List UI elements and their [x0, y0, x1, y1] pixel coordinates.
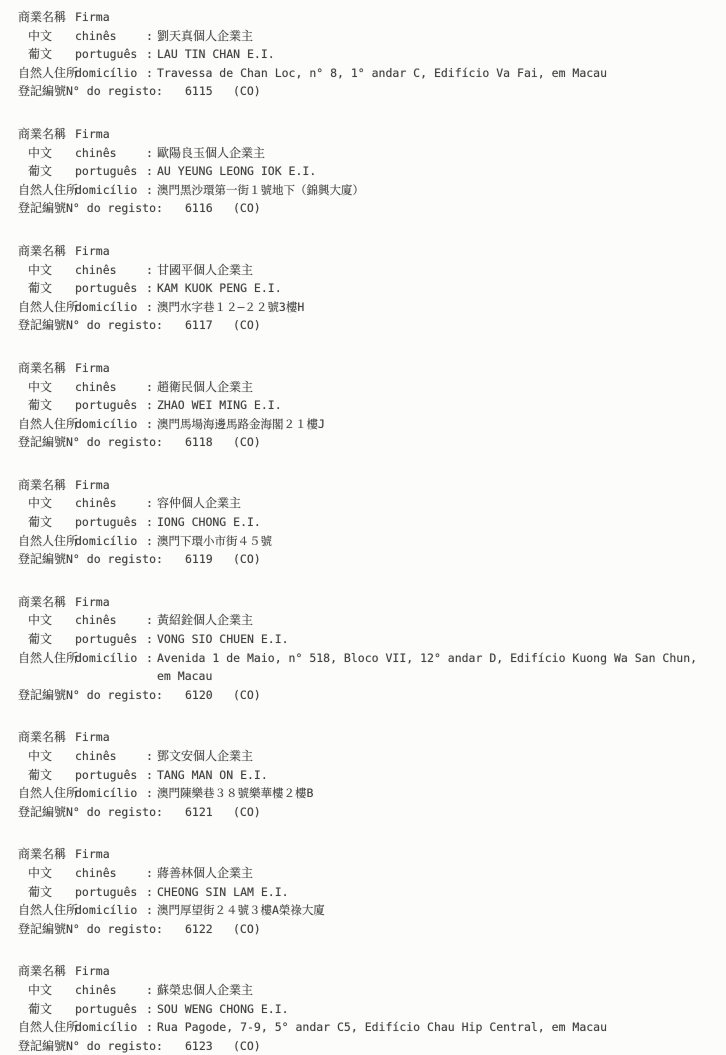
registry-entry [0, 8, 726, 101]
portuguese-label-pt: português [75, 632, 138, 647]
domicile-row [0, 1018, 726, 1037]
portuguese-label-pt: português [75, 515, 138, 530]
separator-colon: : [146, 982, 153, 997]
chinese-label-pt: chinês [75, 145, 117, 160]
registry-entry [0, 962, 726, 1055]
firm-header-row [0, 845, 726, 864]
registry-number-row [0, 82, 726, 101]
chinese-name-row [0, 864, 726, 883]
registry-label-pt: N° do registo: [66, 687, 163, 702]
portuguese-label-zh: 葡文 [28, 632, 53, 647]
registry-suffix: (CO) [233, 687, 261, 702]
separator-colon: : [146, 47, 153, 62]
firm-header-row [0, 476, 726, 495]
separator-colon: : [146, 786, 153, 801]
registry-number-value: 6118 [185, 435, 213, 450]
portuguese-name-row [0, 162, 726, 181]
portuguese-name-value: TANG MAN ON E.I. [157, 767, 268, 782]
domicile-label-zh: 自然人住所 [18, 903, 79, 918]
registry-label-pt: N° do registo: [66, 201, 163, 216]
chinese-label-pt: chinês [75, 613, 117, 628]
firm-label-pt: Firma [75, 477, 110, 492]
chinese-name-value: 蘇榮忠個人企業主 [157, 982, 254, 997]
registry-label-zh: 登記編號 [18, 435, 67, 450]
registry-number-value: 6115 [185, 84, 213, 99]
portuguese-name-value: ZHAO WEI MING E.I. [157, 398, 282, 413]
chinese-label-pt: chinês [75, 865, 117, 880]
registry-number-value: 6117 [185, 318, 213, 333]
portuguese-label-zh: 葡文 [28, 281, 53, 296]
chinese-label-pt: chinês [75, 262, 117, 277]
registry-number-value: 6122 [185, 921, 213, 936]
firm-label-pt: Firma [75, 847, 110, 862]
registry-number-row [0, 433, 726, 452]
chinese-label-zh: 中文 [28, 982, 53, 997]
chinese-label-zh: 中文 [28, 28, 53, 43]
firm-label-pt: Firma [75, 10, 110, 24]
firm-label-zh: 商業名稱 [18, 847, 67, 862]
registry-suffix: (CO) [233, 435, 261, 450]
portuguese-label-zh: 葡文 [28, 398, 53, 413]
portuguese-label-zh: 葡文 [28, 767, 53, 782]
firm-label-zh: 商業名稱 [18, 730, 67, 745]
separator-colon: : [146, 884, 153, 899]
registry-number-row [0, 199, 726, 218]
firm-label-zh: 商業名稱 [18, 360, 67, 375]
chinese-label-zh: 中文 [28, 262, 53, 277]
separator-colon: : [146, 379, 153, 394]
chinese-label-zh: 中文 [28, 865, 53, 880]
firm-header-row [0, 359, 726, 378]
separator-colon: : [146, 650, 153, 665]
registry-number-row [0, 686, 726, 705]
registry-number-row [0, 803, 726, 822]
chinese-name-row [0, 981, 726, 1000]
registry-suffix: (CO) [233, 84, 261, 99]
domicile-value: 澳門黑沙環第一街１號地下（錦興大廈） [157, 182, 364, 197]
portuguese-name-row [0, 513, 726, 532]
registry-label-pt: N° do registo: [66, 552, 163, 567]
domicile-row [0, 181, 726, 200]
domicile-label-pt: domicílio [75, 182, 138, 197]
chinese-label-pt: chinês [75, 379, 117, 394]
portuguese-label-zh: 葡文 [28, 47, 53, 62]
portuguese-name-value: KAM KUOK PENG E.I. [157, 281, 282, 296]
portuguese-name-row [0, 279, 726, 298]
firm-label-zh: 商業名稱 [18, 243, 67, 258]
chinese-name-value: 蔣善林個人企業主 [157, 865, 254, 880]
domicile-value: Travessa de Chan Loc, n° 8, 1° andar C, Edifício Va Fai, em Macau [157, 65, 608, 80]
portuguese-name-value: SOU WENG CHONG E.I. [157, 1001, 289, 1016]
registry-entry [0, 476, 726, 569]
registry-number-row [0, 316, 726, 335]
chinese-name-value: 甘國平個人企業主 [157, 262, 254, 277]
registry-label-zh: 登記編號 [18, 552, 67, 567]
portuguese-name-row [0, 766, 726, 785]
registry-suffix: (CO) [233, 318, 261, 333]
firm-header-row [0, 962, 726, 981]
portuguese-label-zh: 葡文 [28, 515, 53, 530]
firm-header-row [0, 8, 726, 27]
registry-number-value: 6119 [185, 552, 213, 567]
chinese-name-value: 趙衛民個人企業主 [157, 379, 254, 394]
separator-colon: : [146, 632, 153, 647]
separator-colon: : [146, 1001, 153, 1016]
firm-label-pt: Firma [75, 360, 110, 375]
chinese-label-pt: chinês [75, 496, 117, 511]
domicile-label-pt: domicílio [75, 903, 138, 918]
chinese-name-row [0, 144, 726, 163]
registry-label-zh: 登記編號 [18, 921, 67, 936]
firm-header-row [0, 125, 726, 144]
domicile-continuation-row [0, 667, 726, 686]
domicile-label-zh: 自然人住所 [18, 650, 79, 665]
chinese-label-pt: chinês [75, 982, 117, 997]
domicile-label-zh: 自然人住所 [18, 65, 79, 80]
portuguese-label-zh: 葡文 [28, 884, 53, 899]
separator-colon: : [146, 496, 153, 511]
separator-colon: : [146, 749, 153, 763]
domicile-label-zh: 自然人住所 [18, 299, 79, 314]
registry-entry [0, 242, 726, 335]
portuguese-label-zh: 葡文 [28, 1001, 53, 1016]
portuguese-label-pt: português [75, 884, 138, 899]
chinese-label-pt: chinês [75, 749, 117, 763]
registry-label-zh: 登記編號 [18, 687, 67, 702]
domicile-label-zh: 自然人住所 [18, 416, 79, 431]
separator-colon: : [146, 164, 153, 179]
registry-label-pt: N° do registo: [66, 804, 163, 819]
registry-label-pt: N° do registo: [66, 84, 163, 99]
separator-colon: : [146, 65, 153, 80]
separator-colon: : [146, 767, 153, 782]
registry-label-zh: 登記編號 [18, 84, 67, 99]
domicile-value: Avenida 1 de Maio, n° 518, Bloco VII, 12° andar D, Edifício Kuong Wa San Chun, [157, 650, 698, 665]
domicile-value: 澳門下環小市街４５號 [157, 533, 272, 548]
portuguese-name-row [0, 45, 726, 64]
separator-colon: : [146, 613, 153, 628]
registry-number-value: 6121 [185, 804, 213, 819]
domicile-value: 澳門厚望街２４號３樓A榮祿大廈 [157, 903, 325, 918]
domicile-label-pt: domicílio [75, 416, 138, 431]
separator-colon: : [146, 281, 153, 296]
domicile-row [0, 784, 726, 803]
registry-number-row [0, 550, 726, 569]
chinese-label-pt: chinês [75, 28, 117, 43]
portuguese-name-row [0, 1000, 726, 1019]
chinese-name-row [0, 27, 726, 46]
domicile-value: 澳門馬場海邊馬路金海閣２１樓J [157, 416, 325, 431]
firm-label-zh: 商業名稱 [18, 10, 67, 24]
firm-label-pt: Firma [75, 594, 110, 609]
registry-number-row [0, 920, 726, 939]
portuguese-label-pt: português [75, 398, 138, 413]
domicile-value: Rua Pagode, 7-9, 5° andar C5, Edifício Chau Hip Central, em Macau [157, 1020, 608, 1035]
separator-colon: : [146, 903, 153, 918]
domicile-label-pt: domicílio [75, 1020, 138, 1035]
portuguese-name-value: IONG CHONG E.I. [157, 515, 261, 530]
chinese-name-value: 容仲個人企業主 [157, 496, 242, 511]
portuguese-name-row [0, 883, 726, 902]
portuguese-label-zh: 葡文 [28, 164, 53, 179]
separator-colon: : [146, 515, 153, 530]
registry-suffix: (CO) [233, 552, 261, 567]
domicile-value: 澳門陳樂巷３８號樂華樓２樓B [157, 786, 314, 801]
portuguese-name-value: AU YEUNG LEONG IOK E.I. [157, 164, 317, 179]
chinese-label-zh: 中文 [28, 613, 53, 628]
firm-label-zh: 商業名稱 [18, 477, 67, 492]
chinese-label-zh: 中文 [28, 379, 53, 394]
registry-entry [0, 728, 726, 821]
portuguese-label-pt: português [75, 47, 138, 62]
chinese-label-zh: 中文 [28, 145, 53, 160]
registry-label-zh: 登記編號 [18, 318, 67, 333]
domicile-label-pt: domicílio [75, 786, 138, 801]
firm-label-pt: Firma [75, 730, 110, 745]
registry-suffix: (CO) [233, 201, 261, 216]
portuguese-label-pt: português [75, 1001, 138, 1016]
domicile-row [0, 298, 726, 317]
domicile-label-zh: 自然人住所 [18, 533, 79, 548]
firm-header-row [0, 728, 726, 747]
separator-colon: : [146, 1020, 153, 1035]
registry-suffix: (CO) [233, 921, 261, 936]
domicile-label-pt: domicílio [75, 65, 138, 80]
separator-colon: : [146, 299, 153, 314]
chinese-label-zh: 中文 [28, 749, 53, 763]
domicile-row [0, 532, 726, 551]
registry-number-value: 6116 [185, 201, 213, 216]
firm-label-pt: Firma [75, 126, 110, 141]
portuguese-name-value: CHEONG SIN LAM E.I. [157, 884, 289, 899]
chinese-name-row [0, 378, 726, 397]
chinese-name-row [0, 747, 726, 766]
separator-colon: : [146, 533, 153, 548]
registry-suffix: (CO) [233, 1038, 261, 1053]
portuguese-label-pt: português [75, 281, 138, 296]
registry-entry [0, 125, 726, 218]
portuguese-name-value: VONG SIO CHUEN E.I. [157, 632, 289, 647]
firm-label-zh: 商業名稱 [18, 964, 67, 979]
firm-header-row [0, 593, 726, 612]
separator-colon: : [146, 865, 153, 880]
firm-label-pt: Firma [75, 964, 110, 979]
chinese-name-value: 歐陽良玉個人企業主 [157, 145, 266, 160]
registry-label-pt: N° do registo: [66, 1038, 163, 1053]
domicile-row [0, 901, 726, 920]
registry-entry [0, 359, 726, 452]
chinese-name-row [0, 611, 726, 630]
domicile-row [0, 415, 726, 434]
registry-label-pt: N° do registo: [66, 435, 163, 450]
registry-label-pt: N° do registo: [66, 921, 163, 936]
portuguese-label-pt: português [75, 767, 138, 782]
chinese-name-value: 黃紹銓個人企業主 [157, 613, 254, 628]
chinese-name-value: 劉天真個人企業主 [157, 28, 254, 43]
domicile-value-line2: em Macau [157, 669, 213, 684]
firm-label-zh: 商業名稱 [18, 126, 67, 141]
separator-colon: : [146, 398, 153, 413]
portuguese-name-row [0, 396, 726, 415]
separator-colon: : [146, 145, 153, 160]
domicile-row [0, 64, 726, 83]
chinese-name-value: 鄧文安個人企業主 [157, 749, 254, 763]
separator-colon: : [146, 262, 153, 277]
domicile-label-zh: 自然人住所 [18, 786, 79, 801]
registry-entry [0, 593, 726, 705]
firm-label-zh: 商業名稱 [18, 594, 67, 609]
domicile-row [0, 649, 726, 668]
domicile-label-pt: domicílio [75, 299, 138, 314]
portuguese-name-value: LAU TIN CHAN E.I. [157, 47, 275, 62]
chinese-name-row [0, 261, 726, 280]
registry-number-value: 6123 [185, 1038, 213, 1053]
firm-label-pt: Firma [75, 243, 110, 258]
registry-suffix: (CO) [233, 804, 261, 819]
domicile-label-pt: domicílio [75, 533, 138, 548]
domicile-label-zh: 自然人住所 [18, 1020, 79, 1035]
registry-label-zh: 登記編號 [18, 1038, 67, 1053]
registry-entry [0, 845, 726, 938]
domicile-label-zh: 自然人住所 [18, 182, 79, 197]
separator-colon: : [146, 28, 153, 43]
portuguese-label-pt: português [75, 164, 138, 179]
chinese-label-zh: 中文 [28, 496, 53, 511]
portuguese-name-row [0, 630, 726, 649]
separator-colon: : [146, 416, 153, 431]
domicile-value: 澳門水字巷１２—２２號3樓H [157, 299, 305, 314]
registry-number-row [0, 1037, 726, 1055]
domicile-label-pt: domicílio [75, 650, 138, 665]
registry-number-value: 6120 [185, 687, 213, 702]
registry-label-zh: 登記編號 [18, 804, 67, 819]
registry-label-pt: N° do registo: [66, 318, 163, 333]
chinese-name-row [0, 494, 726, 513]
firm-header-row [0, 242, 726, 261]
separator-colon: : [146, 182, 153, 197]
registry-label-zh: 登記編號 [18, 201, 67, 216]
